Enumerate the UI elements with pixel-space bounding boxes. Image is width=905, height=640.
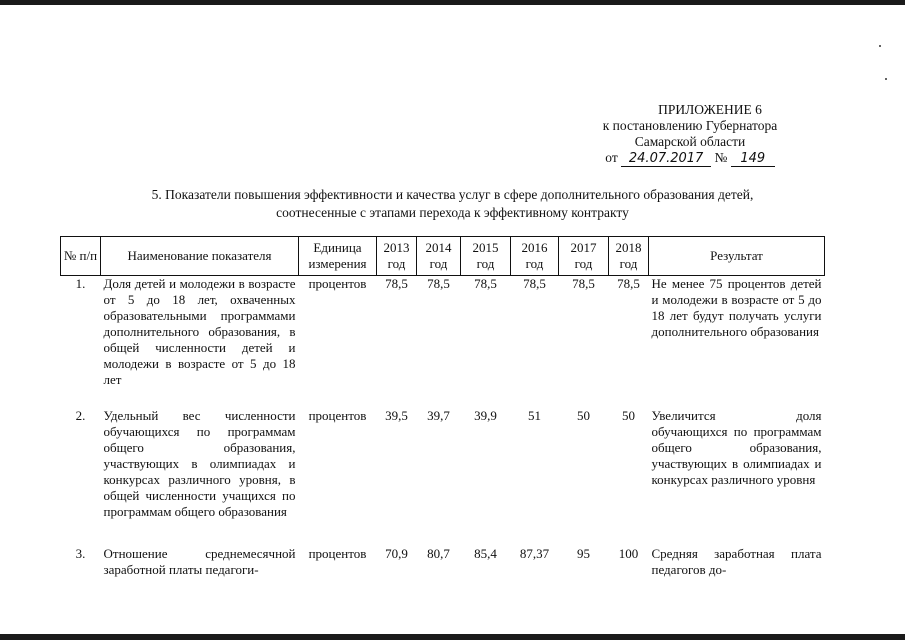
unit-cell: процентов xyxy=(308,408,367,423)
unit-cell: процентов xyxy=(308,546,367,561)
value-2018: 50 xyxy=(622,408,635,423)
value-2016: 78,5 xyxy=(523,276,546,291)
header-2017: 2017 год xyxy=(559,237,609,276)
value-2014: 39,7 xyxy=(427,408,450,423)
header-name: Наименование показателя xyxy=(101,237,299,276)
result-cell: Не менее 75 процентов детей и молодежи в возрасте от 5 до 18 лет будут получать услуги дополнительного образования xyxy=(651,276,822,339)
indicator-name: Доля детей и молодежи в возрасте от 5 до 18 лет, охваченных образовательными программами дополнительного образования, в общей численности детей и молодежи в возрасте от 5 до 18 лет xyxy=(103,276,296,387)
header-2016: 2016 год xyxy=(511,237,559,276)
header-2015: 2015 год xyxy=(461,237,511,276)
table-header-row xyxy=(61,237,825,276)
value-2017: 78,5 xyxy=(572,276,595,291)
value-2016: 51 xyxy=(528,408,541,423)
table-row xyxy=(61,546,825,594)
handwritten-number: 149 xyxy=(731,152,775,167)
header-2014: 2014 год xyxy=(417,237,461,276)
indicators-table xyxy=(60,236,825,594)
appendix-title: ПРИЛОЖЕНИЕ 6 xyxy=(658,102,762,117)
document-title-line2: соотнесенные с этапами перехода к эффективному контракту xyxy=(276,205,629,220)
value-2015: 78,5 xyxy=(474,276,497,291)
table-row xyxy=(61,276,825,409)
value-2016: 87,37 xyxy=(519,546,550,561)
row-num: 2. xyxy=(75,408,86,423)
header-unit: Единица измерения xyxy=(299,237,377,276)
appendix-line1: к постановлению Губернатора xyxy=(602,118,778,133)
header-2013: 2013 год xyxy=(377,237,417,276)
date-prefix: от xyxy=(605,150,618,165)
unit-cell: процентов xyxy=(308,276,367,291)
row-num: 1. xyxy=(75,276,86,291)
indicator-name: Удельный вес численности обучающихся по программам общего образования, участвующих в олимпиадах и конкурсах различного уровня, в общей численности учащихся по программам общего образования xyxy=(103,408,296,519)
scan-speck xyxy=(885,78,887,80)
handwritten-date: 24.07.2017 xyxy=(621,152,711,167)
value-2013: 70,9 xyxy=(385,546,408,561)
scan-speck xyxy=(879,45,881,47)
header-2018: 2018 год xyxy=(609,237,649,276)
value-2014: 80,7 xyxy=(427,546,450,561)
row-num: 3. xyxy=(75,546,86,561)
appendix-header xyxy=(560,102,820,167)
result-cell: Средняя заработная плата педагогов до- xyxy=(651,546,822,577)
value-2018: 78,5 xyxy=(617,276,640,291)
value-2013: 78,5 xyxy=(385,276,408,291)
document-title-line1: 5. Показатели повышения эффективности и качества услуг в сфере дополнительного образования детей, xyxy=(151,187,754,202)
value-2017: 95 xyxy=(577,546,590,561)
value-2015: 39,9 xyxy=(474,408,497,423)
scan-bottom-border xyxy=(0,634,905,640)
scan-top-border xyxy=(0,0,905,5)
value-2013: 39,5 xyxy=(385,408,408,423)
value-2014: 78,5 xyxy=(427,276,450,291)
value-2017: 50 xyxy=(577,408,590,423)
appendix-date-line xyxy=(560,150,820,167)
table-row xyxy=(61,408,825,546)
appendix-line2: Самарской области xyxy=(634,134,746,149)
header-num: № п/п xyxy=(61,237,101,276)
header-result: Результат xyxy=(649,237,825,276)
indicator-name: Отношение среднемесячной заработной платы педагоги- xyxy=(103,546,296,577)
number-prefix: № xyxy=(714,150,728,165)
value-2018: 100 xyxy=(618,546,639,561)
document-title xyxy=(0,186,905,222)
value-2015: 85,4 xyxy=(474,546,497,561)
result-cell: Увеличится доля обучающихся по программам общего образования, участвующих в олимпиадах и конкурсах различного уровня xyxy=(651,408,822,487)
